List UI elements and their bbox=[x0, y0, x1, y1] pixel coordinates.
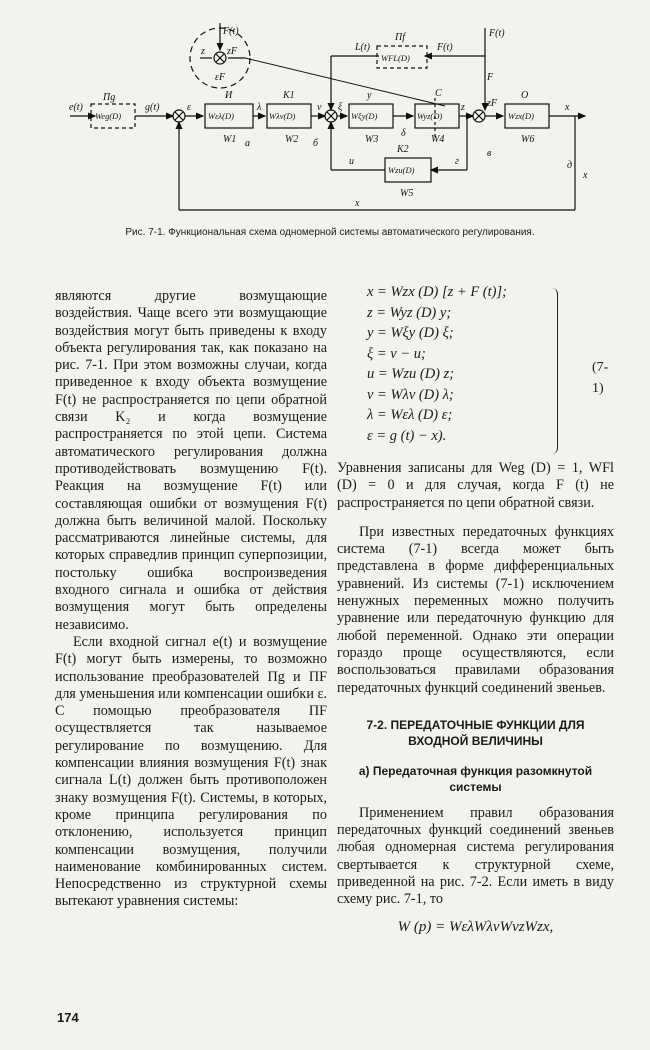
equation: x = Wzx (D) [z + F (t)]; bbox=[367, 284, 507, 300]
label-delta: δ bbox=[401, 128, 406, 139]
equation: z = Wyz (D) y; bbox=[367, 304, 452, 321]
label-we-lambda: Wελ(D) bbox=[208, 111, 234, 121]
equation: ξ = v − u; bbox=[367, 345, 426, 362]
subsection-title: а) Передаточная функция разомкнутой системы bbox=[358, 763, 593, 794]
label-g-t: g(t) bbox=[145, 102, 160, 113]
label-a: a bbox=[245, 138, 250, 149]
label-g-mark: г bbox=[455, 156, 459, 167]
equation-brace bbox=[549, 288, 558, 454]
label-u: u bbox=[349, 156, 354, 167]
label-wfl: WFL(D) bbox=[381, 53, 410, 63]
label-w3: W3 bbox=[365, 134, 379, 145]
label-w-yz: Wyz(D) bbox=[417, 111, 443, 121]
paragraph: являются другие возмущающие воздействия. Чаще всего эти возмущающие воздействия могут быть приведены к входу объекта регулирования так, как показано на рис. 7-1. При этом возможны случаи, когда приведенное к входу объекта возмущение F(t) не распространяется по цепи обратной связи K₂ и когда возмущение распространяется по этой цепи. Система автоматического регулирования должна противодействовать возмущению F(t). Реакция на возмущение F(t) или составляющая ошибки от возмущения F(t) должна быть величиной малой. Поскольку рассматриваются линейные системы, для которых справедлив принцип суперпозиции, постольку ошибка воспроизведения входного сигнала и ошибка от действия возмущения могут быть определены независимо. bbox=[55, 288, 327, 633]
label-w-xi-y: Wξy(D) bbox=[351, 111, 378, 121]
figure-caption: Рис. 7-1. Функциональная схема одномерной системы автоматического регулирования. bbox=[125, 227, 535, 238]
formula: W (p) = WελWλvWvzWzx, bbox=[397, 918, 554, 935]
label-w2: W2 bbox=[285, 134, 299, 145]
label-zf: zF bbox=[487, 98, 497, 109]
label-x-right: x bbox=[583, 170, 588, 181]
label-k2: K2 bbox=[397, 144, 409, 155]
label-v-mark: в bbox=[487, 148, 492, 159]
label-f-t-top: F(t) bbox=[489, 28, 505, 39]
label-e-t: e(t) bbox=[69, 102, 83, 113]
label-x: x bbox=[565, 102, 570, 113]
label-w-zx: Wzx(D) bbox=[508, 111, 534, 121]
left-column bbox=[55, 288, 327, 911]
equation-number: (7-1) bbox=[592, 360, 609, 396]
label-pf: Пf bbox=[395, 32, 405, 43]
right-column bbox=[337, 282, 614, 936]
block-diagram-svg bbox=[55, 18, 615, 218]
label-pg: Пg bbox=[103, 92, 116, 103]
equation: v = Wλv (D) λ; bbox=[367, 386, 454, 403]
label-l-t: L(t) bbox=[355, 42, 370, 53]
label-w4: W4 bbox=[431, 134, 445, 145]
label-w5: W5 bbox=[400, 188, 414, 199]
block-diagram bbox=[55, 18, 615, 218]
label-f-t-mid: F(t) bbox=[437, 42, 453, 53]
paragraph: При известных передаточных функциях система (7-1) всегда может быть представлена в форме дифференциальных уравнений. Из системы (7-1) исключением ненужных переменных можно получить уравнение или передаточную функцию для любой переменной. Однако эти операции гораздо проще осуществляются, если воспользоваться правилами образования передаточных функций соединений звеньев. bbox=[337, 523, 614, 696]
label-w-lambda-v: Wλv(D) bbox=[269, 111, 296, 121]
label-circle-z: z bbox=[201, 46, 205, 57]
equation-system bbox=[367, 282, 614, 460]
label-circle-f-t: F(t) bbox=[223, 26, 239, 37]
label-z: z bbox=[461, 102, 465, 113]
label-v: v bbox=[317, 102, 322, 113]
label-y: y bbox=[367, 90, 372, 101]
label-circle-zf: zF bbox=[227, 46, 237, 57]
label-w-zu: Wzu(D) bbox=[388, 165, 415, 175]
label-eps: ε bbox=[187, 102, 191, 113]
label-w1: W1 bbox=[223, 134, 237, 145]
label-x-bottom: x bbox=[355, 198, 360, 209]
label-i: И bbox=[225, 90, 233, 101]
paragraph: Если входной сигнал e(t) и возмущение F(t) могут быть измерены, то возможно использование преобразователей Пg и ПF для уменьшения или компенсации ошибки ε. С помощью преобразователя ПF осуществляется так называемое регулирование по возмущению. Для компенсации влияния возмущения F(t) знак сигнала L(t) должен быть противоположен знаку возмущения F(t). Системы, в которых, кроме принципа регулирования по отклонению, используется принцип компенсации возмущения, получили наименование комбинированных систем. Непосредственно из структурной схемы вытекают уравнения системы: bbox=[55, 633, 327, 910]
label-xi: ξ bbox=[338, 102, 343, 113]
label-o: O bbox=[521, 90, 529, 101]
label-k1: K1 bbox=[283, 90, 295, 101]
section-title: 7-2. ПЕРЕДАТОЧНЫЕ ФУНКЦИИ ДЛЯ ВХОДНОЙ ВЕЛИЧИНЫ bbox=[366, 717, 585, 748]
equation: λ = Wελ (D) ε; bbox=[367, 407, 453, 423]
label-weg: Weg(D) bbox=[95, 111, 122, 121]
label-d: д bbox=[567, 160, 573, 171]
label-w6: W6 bbox=[521, 134, 535, 145]
equation: y = Wξy (D) ξ; bbox=[367, 325, 454, 341]
paragraph: Уравнения записаны для Weg (D) = 1, WFl (D) = 0 и для случая, когда F (t) не распространяется по цепи обратной связи. bbox=[337, 460, 614, 511]
label-b: б bbox=[313, 138, 319, 149]
paragraph: Применением правил образования передаточных функций соединений звеньев любая одномерная система регулирования свертывается к структурной схеме, приведенной на рис. 7-2. Если иметь в виду схему рис. 7-1, то bbox=[337, 804, 614, 908]
page-number: 174 bbox=[57, 1010, 79, 1025]
label-lambda: λ bbox=[257, 102, 262, 113]
label-c: C bbox=[435, 88, 442, 99]
label-circle-ef: εF bbox=[215, 72, 226, 83]
label-f: F bbox=[487, 72, 494, 83]
equation: u = Wzu (D) z; bbox=[367, 366, 455, 382]
equation: ε = g (t) − x). bbox=[367, 427, 447, 444]
